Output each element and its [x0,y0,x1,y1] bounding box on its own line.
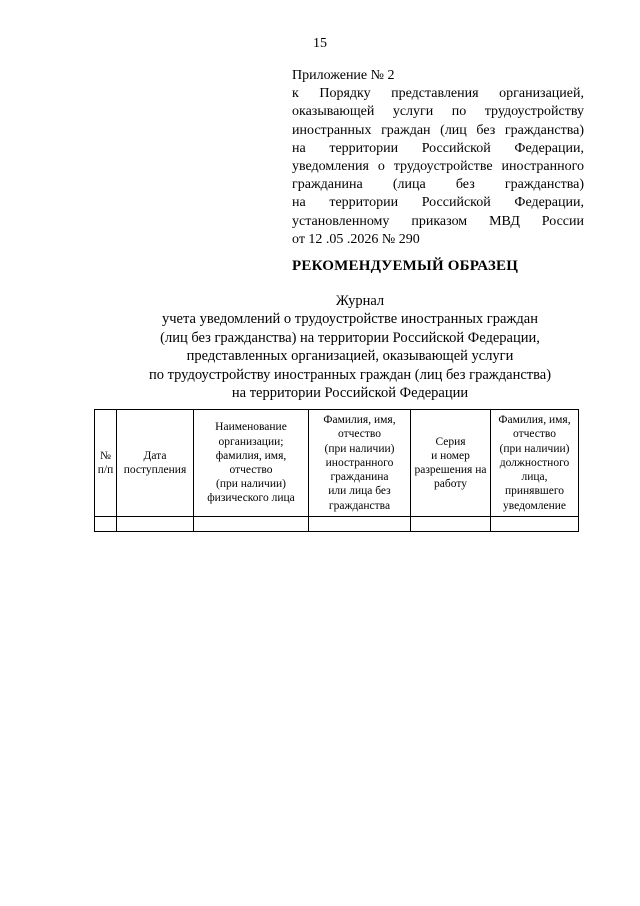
header-text: поступления [123,464,187,476]
column-header-official [491,410,579,517]
header-text: (при наличии) [499,442,570,455]
header-text: работу [434,478,467,491]
header-text: гражданина [330,471,389,484]
table-cell [95,517,117,532]
journal-subtitle-line: на территории Российской Федерации [231,385,469,402]
header-text: или лица без [328,485,391,498]
appendix-line: уведомления о трудоустройстве иностранного [292,159,584,175]
journal-heading [60,292,640,402]
header-text: Фамилия, имя, [323,414,396,427]
header-text: (при наличии) [216,478,286,491]
table-cell [309,517,411,532]
journal-subtitle-line: (лиц без гражданства) на территории Российской Федерации, [160,329,540,346]
table-cell [491,517,579,532]
table-row [95,517,579,532]
header-text: Серия [435,435,466,448]
page-number: 15 [313,36,327,51]
header-text: Фамилия, имя, [498,414,571,427]
header-text: уведомление [503,499,566,512]
appendix-line: установленному приказом МВД России [292,213,584,229]
column-header-permit [411,410,491,517]
header-text: физического лица [207,492,295,505]
header-text: гражданства [328,499,391,512]
header-text: Дата [143,449,167,462]
journal-table [94,409,579,532]
table-header-row [95,410,579,517]
journal-title: Журнал [335,293,385,309]
header-text: принявшего [504,485,565,498]
appendix-block [292,67,584,249]
column-header-organization [194,410,309,517]
appendix-line: на территории Российской Федерации, [292,140,584,156]
header-text: лица, [521,471,548,484]
header-text: № [100,449,111,462]
appendix-line: иностранных граждан (лиц без гражданства) [292,122,584,138]
header-text: (при наличии) [324,442,395,455]
header-text: должностного [499,456,570,469]
journal-subtitle-line: учета уведомлений о трудоустройстве иностранных граждан [162,311,538,328]
appendix-line: к Порядку представления организацией, [292,86,584,102]
column-header-date [117,410,194,517]
header-text: фамилия, имя, [215,449,287,462]
header-text: отчество [337,428,382,441]
journal-subtitle-line: представленных организацией, оказывающей услуги [186,348,514,365]
appendix-line: Приложение № 2 [292,68,395,83]
table-cell [411,517,491,532]
header-text: отчество [512,428,557,441]
header-text: отчество [229,464,273,476]
table-cell [194,517,309,532]
header-text: п/п [97,464,114,476]
appendix-line: на территории Российской Федерации, [292,195,584,211]
appendix-date-line: от 12 .05 .2026 № 290 [292,231,420,247]
column-header-foreign-citizen [309,410,411,517]
sample-heading: РЕКОМЕНДУЕМЫЙ ОБРАЗЕЦ [292,258,519,274]
header-text: и номер [431,449,470,462]
column-header-number [95,410,117,517]
appendix-line: гражданина (лица без гражданства) [292,177,584,193]
header-text: иностранного [325,456,394,469]
table-cell [117,517,194,532]
header-text: Наименование [215,421,287,434]
header-text: организации; [218,435,284,448]
appendix-line: оказывающей услуги по трудоустройству [292,104,584,120]
header-text: разрешения на [414,464,487,476]
journal-subtitle-line: по трудоустройству иностранных граждан (лиц без гражданства) [148,366,552,383]
